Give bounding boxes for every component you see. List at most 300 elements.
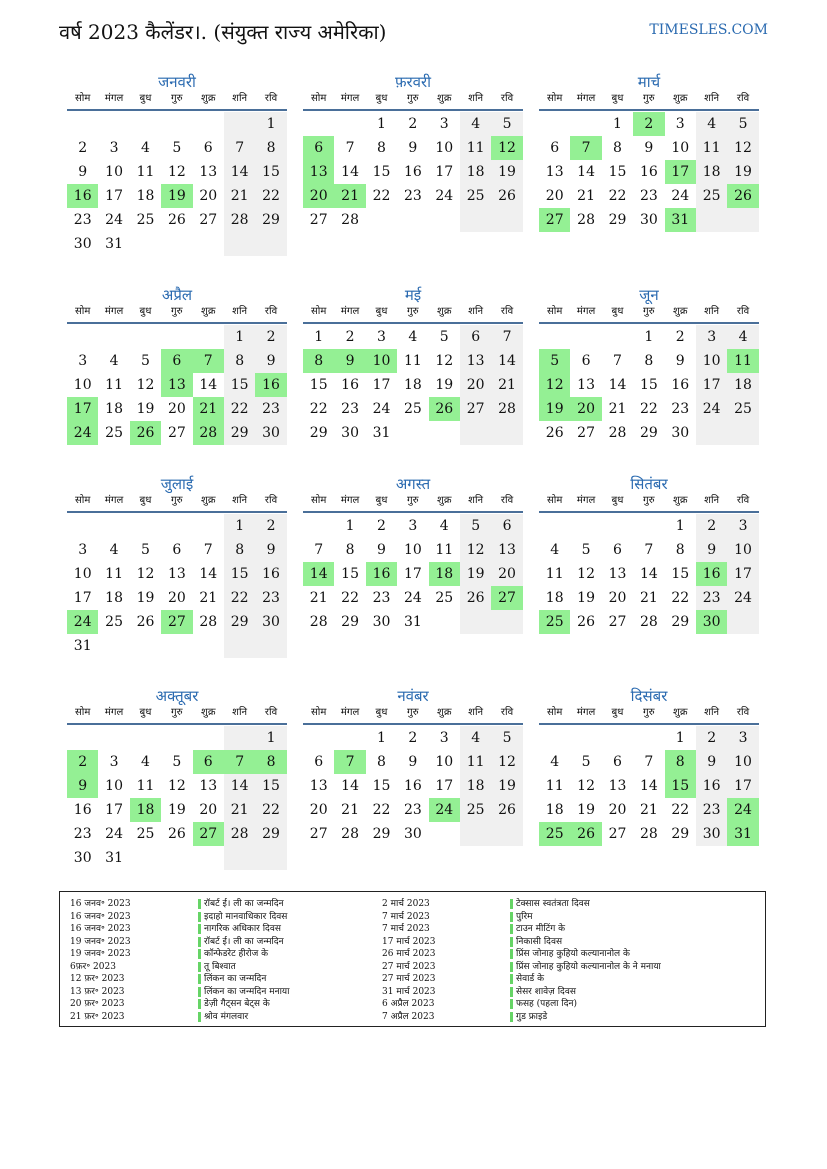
day-cell[interactable]: 28 xyxy=(577,212,595,228)
day-cell[interactable]: 3 xyxy=(675,116,685,132)
day-cell[interactable]: 31 xyxy=(372,425,391,441)
day-cell[interactable]: 16 xyxy=(671,377,690,393)
day-cell[interactable]: 22 xyxy=(671,802,690,818)
day-cell[interactable]: 10 xyxy=(435,754,454,770)
day-cell[interactable]: 20 xyxy=(167,401,186,417)
day-cell[interactable]: 4 xyxy=(727,325,758,349)
day-cell[interactable]: 28 xyxy=(608,425,627,441)
day-cell[interactable]: 10 xyxy=(435,140,454,156)
day-cell[interactable]: 10 xyxy=(671,140,690,156)
holiday-day-cell[interactable]: 28 xyxy=(193,421,224,445)
day-cell[interactable]: 11 xyxy=(460,750,491,774)
day-cell[interactable]: 13 xyxy=(199,778,218,794)
day-cell[interactable]: 18 xyxy=(696,160,727,184)
holiday-day-cell[interactable]: 6 xyxy=(303,136,334,160)
day-cell[interactable]: 17 xyxy=(435,778,454,794)
holiday-day-cell[interactable]: 24 xyxy=(67,421,98,445)
day-cell[interactable]: 31 xyxy=(105,850,123,866)
day-cell[interactable]: 4 xyxy=(460,112,491,136)
day-cell[interactable]: 16 xyxy=(403,778,422,794)
day-cell[interactable]: 12 xyxy=(460,538,491,562)
day-cell[interactable]: 29 xyxy=(639,425,658,441)
day-cell[interactable]: 23 xyxy=(639,188,658,204)
holiday-day-cell[interactable]: 27 xyxy=(161,610,192,634)
day-cell[interactable]: 13 xyxy=(309,778,328,794)
day-cell[interactable]: 28 xyxy=(224,208,255,232)
day-cell[interactable]: 24 xyxy=(435,188,454,204)
day-cell[interactable]: 17 xyxy=(696,373,727,397)
holiday-day-cell[interactable]: 16 xyxy=(255,373,286,397)
day-cell[interactable]: 27 xyxy=(608,614,627,630)
day-cell[interactable]: 10 xyxy=(696,349,727,373)
day-cell[interactable]: 8 xyxy=(224,538,255,562)
day-cell[interactable]: 2 xyxy=(675,329,685,345)
holiday-day-cell[interactable]: 24 xyxy=(727,798,758,822)
day-cell[interactable]: 26 xyxy=(460,586,491,610)
day-cell[interactable]: 12 xyxy=(435,353,454,369)
day-cell[interactable]: 19 xyxy=(435,377,454,393)
day-cell[interactable]: 22 xyxy=(608,188,627,204)
day-cell[interactable]: 5 xyxy=(491,112,522,136)
day-cell[interactable]: 1 xyxy=(224,514,255,538)
day-cell[interactable]: 1 xyxy=(345,518,355,534)
day-cell[interactable]: 11 xyxy=(545,566,564,582)
day-cell[interactable]: 23 xyxy=(255,586,286,610)
day-cell[interactable]: 11 xyxy=(435,542,454,558)
day-cell[interactable]: 20 xyxy=(491,562,522,586)
day-cell[interactable]: 7 xyxy=(345,140,355,156)
day-cell[interactable]: 30 xyxy=(341,425,359,441)
holiday-day-cell[interactable]: 20 xyxy=(570,397,601,421)
day-cell[interactable]: 30 xyxy=(639,212,658,228)
day-cell[interactable]: 3 xyxy=(696,325,727,349)
day-cell[interactable]: 28 xyxy=(639,826,658,842)
day-cell[interactable]: 1 xyxy=(675,730,685,746)
day-cell[interactable]: 8 xyxy=(345,542,355,558)
day-cell[interactable]: 12 xyxy=(577,778,595,794)
day-cell[interactable]: 21 xyxy=(608,401,627,417)
day-cell[interactable]: 21 xyxy=(309,590,328,606)
day-cell[interactable]: 26 xyxy=(545,425,564,441)
day-cell[interactable]: 30 xyxy=(73,850,92,866)
day-cell[interactable]: 6 xyxy=(613,542,622,558)
day-cell[interactable]: 3 xyxy=(727,726,758,750)
day-cell[interactable]: 11 xyxy=(403,353,422,369)
day-cell[interactable]: 23 xyxy=(255,397,286,421)
day-cell[interactable]: 10 xyxy=(727,538,758,562)
day-cell[interactable]: 14 xyxy=(341,778,359,794)
day-cell[interactable]: 14 xyxy=(224,160,255,184)
day-cell[interactable]: 19 xyxy=(577,590,595,606)
day-cell[interactable]: 30 xyxy=(73,236,92,252)
holiday-day-cell[interactable]: 19 xyxy=(539,397,570,421)
day-cell[interactable]: 5 xyxy=(581,754,591,770)
day-cell[interactable]: 19 xyxy=(460,562,491,586)
day-cell[interactable]: 6 xyxy=(491,514,522,538)
day-cell[interactable]: 8 xyxy=(377,754,386,770)
day-cell[interactable]: 25 xyxy=(460,184,491,208)
day-cell[interactable]: 7 xyxy=(644,542,654,558)
day-cell[interactable]: 5 xyxy=(491,726,522,750)
day-cell[interactable]: 13 xyxy=(608,778,627,794)
day-cell[interactable]: 25 xyxy=(105,425,123,441)
day-cell[interactable]: 20 xyxy=(309,802,328,818)
day-cell[interactable]: 21 xyxy=(639,802,658,818)
day-cell[interactable]: 31 xyxy=(403,614,422,630)
day-cell[interactable]: 15 xyxy=(255,160,286,184)
holiday-day-cell[interactable]: 27 xyxy=(539,208,570,232)
day-cell[interactable]: 15 xyxy=(372,778,391,794)
day-cell[interactable]: 6 xyxy=(550,140,560,156)
day-cell[interactable]: 19 xyxy=(491,160,522,184)
holiday-day-cell[interactable]: 7 xyxy=(570,136,601,160)
day-cell[interactable]: 12 xyxy=(136,566,155,582)
day-cell[interactable]: 18 xyxy=(105,401,123,417)
holiday-day-cell[interactable]: 2 xyxy=(633,112,664,136)
day-cell[interactable]: 4 xyxy=(550,542,560,558)
day-cell[interactable]: 23 xyxy=(671,401,690,417)
holiday-day-cell[interactable]: 16 xyxy=(67,184,98,208)
day-cell[interactable]: 23 xyxy=(372,590,391,606)
day-cell[interactable]: 30 xyxy=(403,826,422,842)
day-cell[interactable]: 18 xyxy=(403,377,422,393)
day-cell[interactable]: 21 xyxy=(577,188,595,204)
day-cell[interactable]: 17 xyxy=(727,774,758,798)
holiday-day-cell[interactable]: 12 xyxy=(491,136,522,160)
day-cell[interactable]: 16 xyxy=(403,164,422,180)
day-cell[interactable]: 5 xyxy=(439,329,449,345)
day-cell[interactable]: 1 xyxy=(224,325,255,349)
day-cell[interactable]: 2 xyxy=(696,726,727,750)
day-cell[interactable]: 22 xyxy=(255,798,286,822)
day-cell[interactable]: 1 xyxy=(314,329,324,345)
day-cell[interactable]: 14 xyxy=(577,164,595,180)
day-cell[interactable]: 17 xyxy=(105,188,123,204)
holiday-day-cell[interactable]: 27 xyxy=(193,822,224,846)
day-cell[interactable]: 21 xyxy=(224,798,255,822)
holiday-day-cell[interactable]: 17 xyxy=(67,397,98,421)
day-cell[interactable]: 9 xyxy=(377,542,386,558)
day-cell[interactable]: 19 xyxy=(727,160,758,184)
holiday-day-cell[interactable]: 7 xyxy=(193,349,224,373)
day-cell[interactable]: 3 xyxy=(439,730,449,746)
day-cell[interactable]: 25 xyxy=(727,397,758,421)
holiday-day-cell[interactable]: 24 xyxy=(67,610,98,634)
day-cell[interactable]: 13 xyxy=(545,164,564,180)
holiday-day-cell[interactable]: 5 xyxy=(539,349,570,373)
day-cell[interactable]: 22 xyxy=(309,401,328,417)
day-cell[interactable]: 22 xyxy=(224,586,255,610)
holiday-day-cell[interactable]: 2 xyxy=(67,750,98,774)
day-cell[interactable]: 5 xyxy=(581,542,591,558)
day-cell[interactable]: 2 xyxy=(255,325,286,349)
day-cell[interactable]: 22 xyxy=(255,184,286,208)
day-cell[interactable]: 4 xyxy=(460,726,491,750)
day-cell[interactable]: 17 xyxy=(73,590,92,606)
day-cell[interactable]: 1 xyxy=(255,726,286,750)
holiday-day-cell[interactable]: 16 xyxy=(366,562,397,586)
day-cell[interactable]: 23 xyxy=(403,802,422,818)
day-cell[interactable]: 3 xyxy=(78,353,88,369)
holiday-day-cell[interactable]: 14 xyxy=(303,562,334,586)
day-cell[interactable]: 4 xyxy=(696,112,727,136)
day-cell[interactable]: 23 xyxy=(696,798,727,822)
day-cell[interactable]: 9 xyxy=(696,538,727,562)
holiday-day-cell[interactable]: 10 xyxy=(366,349,397,373)
day-cell[interactable]: 3 xyxy=(439,116,449,132)
day-cell[interactable]: 11 xyxy=(136,164,155,180)
day-cell[interactable]: 14 xyxy=(199,377,218,393)
holiday-day-cell[interactable]: 15 xyxy=(665,774,696,798)
day-cell[interactable]: 7 xyxy=(644,754,654,770)
day-cell[interactable]: 24 xyxy=(372,401,391,417)
day-cell[interactable]: 29 xyxy=(608,212,627,228)
day-cell[interactable]: 29 xyxy=(224,421,255,445)
day-cell[interactable]: 5 xyxy=(460,514,491,538)
day-cell[interactable]: 8 xyxy=(224,349,255,373)
day-cell[interactable]: 18 xyxy=(545,802,564,818)
holiday-day-cell[interactable]: 7 xyxy=(334,750,365,774)
day-cell[interactable]: 25 xyxy=(136,212,155,228)
day-cell[interactable]: 23 xyxy=(403,188,422,204)
day-cell[interactable]: 20 xyxy=(545,188,564,204)
day-cell[interactable]: 27 xyxy=(309,212,328,228)
day-cell[interactable]: 15 xyxy=(224,562,255,586)
day-cell[interactable]: 14 xyxy=(639,778,658,794)
day-cell[interactable]: 30 xyxy=(255,610,286,634)
day-cell[interactable]: 13 xyxy=(608,566,627,582)
holiday-day-cell[interactable]: 12 xyxy=(539,373,570,397)
day-cell[interactable]: 7 xyxy=(491,325,522,349)
day-cell[interactable]: 22 xyxy=(671,590,690,606)
day-cell[interactable]: 16 xyxy=(341,377,359,393)
day-cell[interactable]: 17 xyxy=(435,164,454,180)
day-cell[interactable]: 4 xyxy=(550,754,560,770)
day-cell[interactable]: 4 xyxy=(109,542,119,558)
day-cell[interactable]: 13 xyxy=(167,566,186,582)
holiday-day-cell[interactable]: 20 xyxy=(303,184,334,208)
day-cell[interactable]: 2 xyxy=(408,116,418,132)
day-cell[interactable]: 22 xyxy=(372,188,391,204)
day-cell[interactable]: 9 xyxy=(696,750,727,774)
day-cell[interactable]: 25 xyxy=(136,826,155,842)
holiday-day-cell[interactable]: 25 xyxy=(539,822,570,846)
day-cell[interactable]: 29 xyxy=(224,610,255,634)
day-cell[interactable]: 2 xyxy=(345,329,355,345)
day-cell[interactable]: 9 xyxy=(408,754,418,770)
day-cell[interactable]: 24 xyxy=(105,212,123,228)
day-cell[interactable]: 17 xyxy=(105,802,123,818)
day-cell[interactable]: 6 xyxy=(172,542,182,558)
day-cell[interactable]: 25 xyxy=(460,798,491,822)
day-cell[interactable]: 1 xyxy=(377,730,386,746)
day-cell[interactable]: 30 xyxy=(671,425,690,441)
day-cell[interactable]: 28 xyxy=(341,212,359,228)
day-cell[interactable]: 24 xyxy=(727,586,758,610)
day-cell[interactable]: 3 xyxy=(727,514,758,538)
holiday-day-cell[interactable]: 9 xyxy=(67,774,98,798)
day-cell[interactable]: 5 xyxy=(141,353,150,369)
day-cell[interactable]: 16 xyxy=(255,562,286,586)
day-cell[interactable]: 26 xyxy=(491,184,522,208)
day-cell[interactable]: 8 xyxy=(377,140,386,156)
day-cell[interactable]: 25 xyxy=(403,401,422,417)
day-cell[interactable]: 8 xyxy=(644,353,654,369)
day-cell[interactable]: 2 xyxy=(696,514,727,538)
day-cell[interactable]: 20 xyxy=(608,802,627,818)
day-cell[interactable]: 3 xyxy=(109,140,119,156)
day-cell[interactable]: 23 xyxy=(73,826,92,842)
day-cell[interactable]: 27 xyxy=(167,425,186,441)
day-cell[interactable]: 21 xyxy=(639,590,658,606)
holiday-day-cell[interactable]: 27 xyxy=(491,586,522,610)
day-cell[interactable]: 7 xyxy=(314,542,324,558)
holiday-day-cell[interactable]: 26 xyxy=(570,822,601,846)
day-cell[interactable]: 3 xyxy=(408,518,418,534)
holiday-day-cell[interactable]: 6 xyxy=(161,349,192,373)
day-cell[interactable]: 14 xyxy=(341,164,359,180)
day-cell[interactable]: 15 xyxy=(639,377,658,393)
day-cell[interactable]: 27 xyxy=(199,212,218,228)
day-cell[interactable]: 25 xyxy=(696,184,727,208)
day-cell[interactable]: 21 xyxy=(491,373,522,397)
day-cell[interactable]: 7 xyxy=(613,353,622,369)
day-cell[interactable]: 15 xyxy=(224,373,255,397)
day-cell[interactable]: 29 xyxy=(671,826,690,842)
day-cell[interactable]: 11 xyxy=(696,136,727,160)
day-cell[interactable]: 6 xyxy=(581,353,591,369)
day-cell[interactable]: 28 xyxy=(491,397,522,421)
day-cell[interactable]: 26 xyxy=(136,614,155,630)
day-cell[interactable]: 18 xyxy=(136,188,155,204)
day-cell[interactable]: 17 xyxy=(372,377,391,393)
holiday-day-cell[interactable]: 21 xyxy=(193,397,224,421)
holiday-day-cell[interactable]: 6 xyxy=(193,750,224,774)
day-cell[interactable]: 30 xyxy=(696,822,727,846)
day-cell[interactable]: 1 xyxy=(255,112,286,136)
holiday-day-cell[interactable]: 25 xyxy=(539,610,570,634)
day-cell[interactable]: 31 xyxy=(73,638,92,654)
holiday-day-cell[interactable]: 30 xyxy=(696,610,727,634)
day-cell[interactable]: 3 xyxy=(377,329,386,345)
day-cell[interactable]: 28 xyxy=(639,614,658,630)
day-cell[interactable]: 11 xyxy=(545,778,564,794)
day-cell[interactable]: 31 xyxy=(105,236,123,252)
holiday-day-cell[interactable]: 31 xyxy=(665,208,696,232)
day-cell[interactable]: 26 xyxy=(167,826,186,842)
day-cell[interactable]: 22 xyxy=(639,401,658,417)
day-cell[interactable]: 15 xyxy=(671,566,690,582)
day-cell[interactable]: 27 xyxy=(309,826,328,842)
holiday-day-cell[interactable]: 13 xyxy=(161,373,192,397)
day-cell[interactable]: 6 xyxy=(613,754,622,770)
day-cell[interactable]: 26 xyxy=(167,212,186,228)
day-cell[interactable]: 29 xyxy=(255,208,286,232)
day-cell[interactable]: 11 xyxy=(105,566,123,582)
holiday-day-cell[interactable]: 7 xyxy=(224,750,255,774)
holiday-day-cell[interactable]: 11 xyxy=(727,349,758,373)
day-cell[interactable]: 27 xyxy=(577,425,595,441)
day-cell[interactable]: 29 xyxy=(341,614,359,630)
day-cell[interactable]: 17 xyxy=(727,562,758,586)
day-cell[interactable]: 5 xyxy=(172,754,182,770)
holiday-day-cell[interactable]: 16 xyxy=(696,562,727,586)
day-cell[interactable]: 13 xyxy=(199,164,218,180)
day-cell[interactable]: 10 xyxy=(727,750,758,774)
day-cell[interactable]: 16 xyxy=(696,774,727,798)
day-cell[interactable]: 9 xyxy=(255,538,286,562)
day-cell[interactable]: 4 xyxy=(141,140,150,156)
day-cell[interactable]: 9 xyxy=(408,140,418,156)
day-cell[interactable]: 13 xyxy=(460,349,491,373)
day-cell[interactable]: 2 xyxy=(255,514,286,538)
day-cell[interactable]: 6 xyxy=(460,325,491,349)
day-cell[interactable]: 24 xyxy=(105,826,123,842)
day-cell[interactable]: 18 xyxy=(460,774,491,798)
holiday-day-cell[interactable]: 26 xyxy=(130,421,161,445)
day-cell[interactable]: 10 xyxy=(105,778,123,794)
day-cell[interactable]: 2 xyxy=(408,730,418,746)
day-cell[interactable]: 29 xyxy=(671,614,690,630)
day-cell[interactable]: 28 xyxy=(224,822,255,846)
day-cell[interactable]: 20 xyxy=(199,802,218,818)
day-cell[interactable]: 5 xyxy=(727,112,758,136)
holiday-day-cell[interactable]: 8 xyxy=(255,750,286,774)
day-cell[interactable]: 5 xyxy=(141,542,150,558)
day-cell[interactable]: 13 xyxy=(491,538,522,562)
day-cell[interactable]: 23 xyxy=(696,586,727,610)
day-cell[interactable]: 3 xyxy=(78,542,88,558)
day-cell[interactable]: 27 xyxy=(460,397,491,421)
holiday-day-cell[interactable]: 13 xyxy=(303,160,334,184)
day-cell[interactable]: 3 xyxy=(109,754,119,770)
day-cell[interactable]: 14 xyxy=(608,377,627,393)
day-cell[interactable]: 28 xyxy=(341,826,359,842)
day-cell[interactable]: 9 xyxy=(644,140,654,156)
day-cell[interactable]: 20 xyxy=(167,590,186,606)
day-cell[interactable]: 18 xyxy=(105,590,123,606)
day-cell[interactable]: 19 xyxy=(577,802,595,818)
day-cell[interactable]: 1 xyxy=(675,518,685,534)
day-cell[interactable]: 14 xyxy=(491,349,522,373)
day-cell[interactable]: 8 xyxy=(255,136,286,160)
day-cell[interactable]: 18 xyxy=(727,373,758,397)
day-cell[interactable]: 4 xyxy=(109,353,119,369)
day-cell[interactable]: 26 xyxy=(577,614,595,630)
day-cell[interactable]: 4 xyxy=(408,329,418,345)
day-cell[interactable]: 8 xyxy=(675,542,685,558)
day-cell[interactable]: 28 xyxy=(309,614,328,630)
day-cell[interactable]: 22 xyxy=(224,397,255,421)
day-cell[interactable]: 21 xyxy=(224,184,255,208)
day-cell[interactable]: 16 xyxy=(639,164,658,180)
day-cell[interactable]: 22 xyxy=(341,590,359,606)
holiday-day-cell[interactable]: 18 xyxy=(130,798,161,822)
holiday-day-cell[interactable]: 24 xyxy=(429,798,460,822)
day-cell[interactable]: 15 xyxy=(608,164,627,180)
holiday-day-cell[interactable]: 26 xyxy=(429,397,460,421)
day-cell[interactable]: 20 xyxy=(608,590,627,606)
day-cell[interactable]: 15 xyxy=(255,774,286,798)
day-cell[interactable]: 4 xyxy=(141,754,150,770)
day-cell[interactable]: 15 xyxy=(309,377,328,393)
day-cell[interactable]: 18 xyxy=(460,160,491,184)
day-cell[interactable]: 19 xyxy=(167,802,186,818)
day-cell[interactable]: 21 xyxy=(341,802,359,818)
day-cell[interactable]: 18 xyxy=(545,590,564,606)
day-cell[interactable]: 1 xyxy=(377,116,386,132)
day-cell[interactable]: 13 xyxy=(577,377,595,393)
